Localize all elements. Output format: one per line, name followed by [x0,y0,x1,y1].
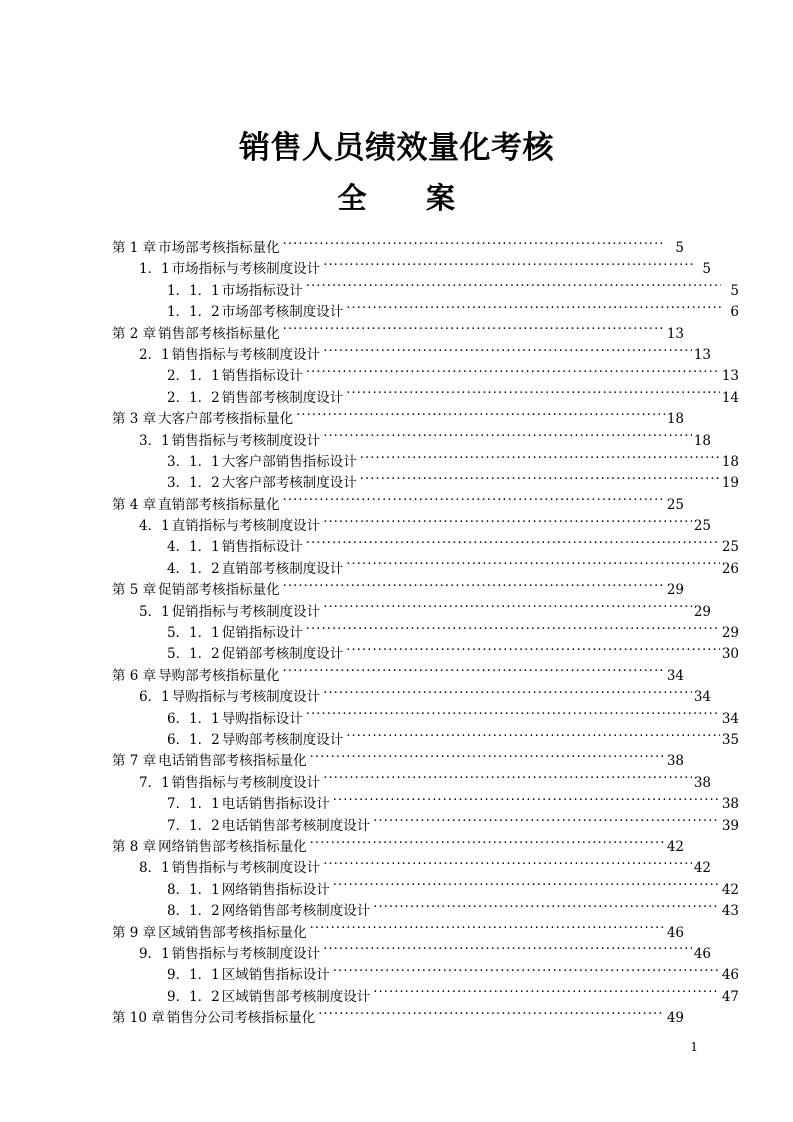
toc-entry-number: 2．1．1 [167,368,220,385]
toc-dot-leader [310,923,665,937]
toc-entry-page-number: 38 [721,796,739,813]
toc-dot-leader [310,751,665,765]
toc-entry-page-number: 13 [721,368,739,385]
toc-entry-number: 9．1 [139,945,170,962]
toc-entry-label: 市场部考核制度设计 [221,304,344,321]
toc-dot-leader [318,1008,665,1022]
toc-entry[interactable] [112,858,711,879]
toc-dot-leader [306,623,720,637]
toc-entry[interactable] [112,366,739,387]
toc-entry[interactable] [112,709,739,730]
toc-entry-page-number: 38 [693,774,711,791]
toc-entry-page-number: 34 [693,689,711,706]
toc-entry[interactable] [112,559,739,580]
toc-dot-leader [333,880,720,894]
toc-entry-page-number: 46 [693,945,711,962]
toc-entry-number: 6．1．1 [167,710,220,727]
toc-entry[interactable] [112,259,711,280]
toc-dot-leader [360,473,720,487]
toc-entry[interactable] [112,238,684,259]
toc-entry-page-number: 13 [693,346,711,363]
toc-entry-page-number: 39 [721,817,739,834]
toc-entry[interactable] [112,987,739,1008]
toc-entry[interactable] [112,751,684,772]
toc-entry-label: 直销部考核制度设计 [221,560,344,577]
toc-entry-number: 6．1 [139,689,170,706]
toc-entry-number: 第 5 章 [112,582,157,599]
toc-entry[interactable] [112,1008,684,1029]
toc-entry[interactable] [112,345,711,366]
toc-entry-number: 4．1 [139,518,170,535]
toc-entry-page-number: 38 [666,753,684,770]
toc-dot-leader [373,816,720,830]
toc-entry-label: 电话销售部考核制度设计 [221,817,371,834]
toc-dot-leader [306,366,720,380]
toc-dot-leader [283,580,665,594]
toc-entry-number: 3．1 [139,432,170,449]
toc-entry-label: 区域销售部考核制度设计 [221,988,371,1005]
toc-entry-label: 销售指标与考核制度设计 [171,774,321,791]
toc-entry-label: 促销指标设计 [221,625,303,642]
toc-entry-number: 3．1．1 [167,453,220,470]
toc-entry-label: 网络销售部考核指标量化 [158,838,307,855]
toc-entry-page-number: 34 [721,710,739,727]
toc-entry-label: 导购部考核指标量化 [158,667,280,684]
toc-dot-leader [346,388,720,402]
toc-entry-number: 8．1．2 [167,903,220,920]
toc-entry[interactable] [112,409,684,430]
toc-entry[interactable] [112,495,684,516]
toc-dot-leader [310,837,665,851]
toc-entry-label: 销售指标与考核制度设计 [171,346,321,363]
toc-entry-page-number: 19 [721,475,739,492]
toc-dot-leader [283,666,665,680]
toc-entry-label: 网络销售部考核制度设计 [221,903,371,920]
toc-entry-page-number: 42 [666,838,684,855]
toc-dot-leader [333,965,720,979]
toc-entry-number: 5．1．1 [167,625,220,642]
toc-dot-leader [323,431,692,445]
toc-entry-page-number: 5 [675,240,684,256]
toc-entry-number: 8．1．1 [167,881,220,898]
toc-dot-leader [283,238,666,252]
toc-entry-label: 导购指标与考核制度设计 [171,689,321,706]
toc-entry-page-number: 29 [693,603,711,620]
toc-entry-page-number: 35 [721,731,739,748]
toc-entry[interactable] [112,944,711,965]
toc-entry-label: 电话销售部考核指标量化 [158,753,307,770]
toc-entry-label: 区域销售部考核指标量化 [158,924,307,941]
toc-entry-number: 第 10 章 [112,1010,165,1027]
toc-entry[interactable] [112,324,684,345]
toc-dot-leader [306,709,720,723]
toc-dot-leader [333,794,720,808]
toc-entry-number: 7．1．2 [167,817,220,834]
toc-dot-leader [323,516,692,530]
toc-entry-number: 1．1．2 [167,304,220,321]
toc-entry-page-number: 18 [693,432,711,449]
toc-dot-leader [323,345,692,359]
footer-page-number: 1 [690,1040,698,1054]
table-of-contents [112,238,739,1029]
toc-entry[interactable] [112,880,739,901]
toc-dot-leader [323,687,692,701]
toc-entry-label: 销售指标设计 [221,539,303,556]
document-title-line-1: 销售人员绩效量化考核 [239,130,554,166]
toc-entry-page-number: 34 [666,667,684,684]
toc-dot-leader [323,858,692,872]
toc-entry[interactable] [112,730,739,751]
toc-entry-number: 第 1 章 [112,240,157,256]
toc-entry-label: 大客户部考核制度设计 [221,475,357,492]
toc-entry-label: 市场部考核指标量化 [158,240,280,256]
toc-entry[interactable] [112,537,739,558]
toc-dot-leader [283,495,665,509]
toc-entry[interactable] [112,388,739,409]
toc-entry[interactable] [112,431,711,452]
toc-entry-number: 9．1．1 [167,967,220,984]
toc-entry[interactable] [112,452,739,473]
toc-entry[interactable] [112,666,684,687]
toc-entry[interactable] [112,281,739,302]
toc-entry-label: 直销部考核指标量化 [158,496,280,513]
toc-entry-number: 1．1．1 [167,282,220,299]
toc-entry[interactable] [112,923,684,944]
toc-entry-number: 3．1．2 [167,475,220,492]
toc-entry-number: 9．1．2 [167,988,220,1005]
toc-entry-number: 7．1 [139,774,170,791]
toc-dot-leader [323,944,692,958]
toc-dot-leader [323,602,692,616]
toc-entry-page-number: 25 [666,496,684,513]
toc-dot-leader [283,324,665,338]
toc-entry-number: 第 8 章 [112,838,157,855]
toc-entry[interactable] [112,602,711,623]
toc-entry-label: 电话销售指标设计 [221,796,330,813]
toc-entry-number: 第 2 章 [112,325,157,342]
toc-dot-leader [346,559,720,573]
toc-entry-label: 大客户部考核指标量化 [158,411,294,428]
toc-entry-number: 第 7 章 [112,753,157,770]
toc-entry-number: 6．1．2 [167,731,220,748]
toc-entry-label: 销售分公司考核指标量化 [166,1010,316,1027]
toc-entry-page-number: 18 [666,411,684,428]
toc-entry-label: 销售部考核制度设计 [221,389,344,406]
toc-entry-number: 第 6 章 [112,667,157,684]
toc-entry-number: 2．1 [139,346,170,363]
toc-entry[interactable] [112,473,739,494]
toc-entry-page-number: 25 [721,539,739,556]
toc-entry[interactable] [112,644,739,665]
toc-entry-number: 第 9 章 [112,924,157,941]
toc-entry-label: 大客户部销售指标设计 [221,453,357,470]
toc-dot-leader [373,901,720,915]
toc-entry-number: 4．1．1 [167,539,220,556]
toc-entry-label: 导购部考核制度设计 [221,731,344,748]
toc-entry-number: 第 4 章 [112,496,157,513]
toc-entry-page-number: 18 [721,453,739,470]
toc-entry-page-number: 47 [721,988,739,1005]
toc-entry-page-number: 25 [693,518,711,535]
toc-entry[interactable] [112,816,739,837]
toc-dot-leader [306,281,721,295]
toc-entry[interactable] [112,794,739,815]
document-title-line-2: 全 案 [337,181,456,215]
toc-entry-label: 网络销售指标设计 [221,881,330,898]
toc-dot-leader [323,259,693,273]
toc-dot-leader [346,644,720,658]
toc-entry-page-number: 5 [702,261,711,278]
toc-entry-page-number: 46 [721,967,739,984]
toc-entry-page-number: 14 [721,389,739,406]
toc-entry[interactable] [112,837,684,858]
toc-entry-page-number: 29 [666,582,684,599]
toc-entry-number: 8．1 [139,860,170,877]
toc-entry[interactable] [112,580,684,601]
toc-entry-label: 促销部考核制度设计 [221,646,344,663]
toc-entry-number: 5．1．2 [167,646,220,663]
toc-entry-page-number: 42 [693,860,711,877]
toc-entry-page-number: 46 [666,924,684,941]
toc-entry-label: 直销指标与考核制度设计 [171,518,321,535]
toc-dot-leader [296,409,665,423]
toc-dot-leader [306,537,720,551]
toc-dot-leader [373,987,720,1001]
toc-dot-leader [346,730,720,744]
toc-dot-leader [346,302,721,316]
toc-entry-page-number: 30 [721,646,739,663]
toc-entry-page-number: 42 [721,881,739,898]
toc-entry-page-number: 6 [730,304,739,321]
toc-entry-number: 第 3 章 [112,411,157,428]
toc-entry-label: 区域销售指标设计 [221,967,330,984]
toc-entry-number: 7．1．1 [167,796,220,813]
toc-entry-page-number: 49 [666,1010,684,1027]
toc-entry-number: 4．1．2 [167,560,220,577]
toc-entry[interactable] [112,687,711,708]
toc-entry-label: 销售部考核指标量化 [158,325,280,342]
document-title-block [0,126,793,220]
toc-entry[interactable] [112,623,739,644]
toc-entry-page-number: 13 [666,325,684,342]
toc-entry-label: 市场指标设计 [221,282,303,299]
toc-entry-page-number: 5 [730,282,739,299]
toc-entry-number: 1．1 [139,261,170,278]
toc-entry-label: 销售指标与考核制度设计 [171,945,321,962]
toc-entry-label: 促销指标与考核制度设计 [171,603,321,620]
toc-entry-label: 促销部考核指标量化 [158,582,280,599]
toc-entry-label: 导购指标设计 [221,710,303,727]
toc-entry-page-number: 26 [721,560,739,577]
toc-entry-label: 销售指标与考核制度设计 [171,860,321,877]
toc-dot-leader [323,773,692,787]
toc-entry-label: 销售指标设计 [221,368,303,385]
toc-entry[interactable] [112,302,739,323]
toc-entry[interactable] [112,901,739,922]
toc-entry-number: 2．1．2 [167,389,220,406]
toc-entry[interactable] [112,516,711,537]
toc-entry-label: 市场指标与考核制度设计 [171,261,321,278]
toc-entry[interactable] [112,965,739,986]
toc-entry-page-number: 29 [721,625,739,642]
toc-dot-leader [360,452,720,466]
toc-entry-number: 5．1 [139,603,170,620]
toc-entry-label: 销售指标与考核制度设计 [171,432,321,449]
toc-entry-page-number: 43 [721,903,739,920]
toc-entry[interactable] [112,773,711,794]
